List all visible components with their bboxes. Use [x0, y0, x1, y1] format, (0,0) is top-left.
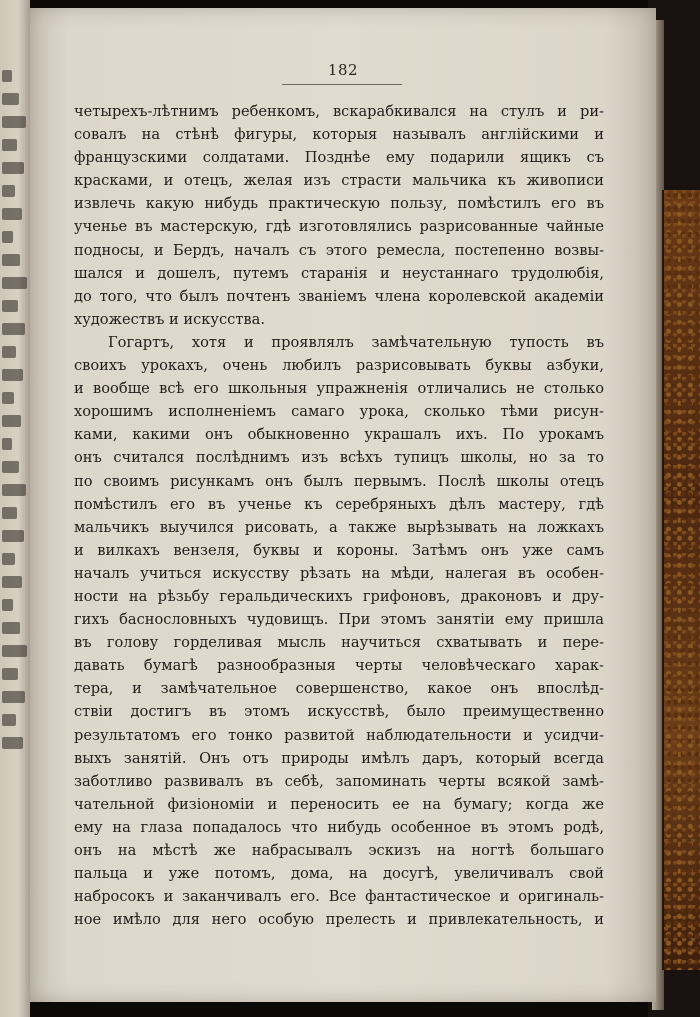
facing-page-text-fragment	[2, 277, 27, 289]
text-line: началъ учиться искусству рѣзать на мѣди, налегая въ особен-	[74, 564, 604, 582]
facing-page-text-fragment	[2, 599, 13, 611]
text-line: до того, что былъ почтенъ званіемъ члена королевской академіи	[74, 287, 604, 305]
facing-page-text-fragment	[2, 415, 21, 427]
text-line: четырехъ-лѣтнимъ ребенкомъ, вскарабкивался на стулъ и ри-	[74, 103, 604, 120]
facing-page-text-fragment	[2, 461, 19, 473]
text-line: онъ на мѣстѣ же набрасывалъ эскизъ на ногтѣ большаго	[74, 842, 604, 859]
text-line: и вилкахъ вензеля, буквы и короны. Затѣмъ онъ уже самъ	[74, 541, 604, 559]
facing-page-text-fragment	[2, 576, 22, 588]
text-line: своихъ урокахъ, очень любилъ разрисовывать буквы азбуки,	[74, 357, 604, 375]
facing-page-edge	[0, 0, 30, 1017]
facing-page-text-fragment	[2, 231, 13, 243]
text-line: художествъ и искусства.	[74, 310, 265, 328]
text-line: шался и дошелъ, путемъ старанія и неустаннаго трудолюбія,	[74, 264, 604, 282]
text-line: хорошимъ исполненіемъ самаго урока, сколько тѣми рисун-	[74, 403, 604, 421]
text-line: выхъ занятій. Онъ отъ природы имѣлъ даръ, который всегда	[74, 749, 604, 767]
facing-page-text-fragment	[2, 162, 24, 174]
text-line: заботливо развивалъ въ себѣ, запоминать черты всякой замѣ-	[74, 772, 604, 790]
facing-page-text-fragment	[2, 530, 24, 542]
text-line: онъ считался послѣднимъ изъ всѣхъ тупицъ школы, но за то	[74, 449, 604, 467]
facing-page-text-fragment	[2, 691, 25, 703]
facing-page-text-fragment	[2, 645, 27, 657]
facing-page-text-fragment	[2, 323, 25, 335]
facing-page-text-fragment	[2, 346, 16, 358]
text-line: подносы, и Бердъ, началъ съ этого ремесла, постепенно возвы-	[74, 241, 604, 259]
text-line: ное имѣло для него особую прелесть и привлекательность, и	[74, 911, 604, 929]
text-line: и вообще всѣ его школьныя упражненія отличались не столько	[74, 380, 604, 398]
marbled-board	[662, 190, 700, 970]
text-line: мальчикъ выучился рисовать, а также вырѣзывать на ложкахъ	[74, 518, 604, 536]
facing-page-text-fragment	[2, 208, 22, 220]
text-line: набросокъ и заканчивалъ его. Все фантастическое и оригиналь-	[74, 888, 604, 906]
text-line: тера, и замѣчательное совершенство, какое онъ впослѣд-	[74, 680, 604, 698]
facing-page-text-fragment	[2, 438, 12, 450]
facing-page-text-fragment	[2, 185, 15, 197]
text-line: пальца и уже потомъ, дома, на досугѣ, увеличивалъ свой	[74, 865, 604, 883]
facing-page-text-fragment	[2, 484, 26, 496]
facing-page-text-fragment	[2, 254, 20, 266]
text-line: гихъ баснословныхъ чудовищъ. При этомъ занятіи ему пришла	[74, 611, 604, 629]
facing-page-text-fragment	[2, 93, 19, 105]
facing-page-text-fragment	[2, 300, 18, 312]
text-line: ками, какими онъ обыкновенно украшалъ ихъ. По урокамъ	[74, 426, 604, 444]
text-line: помѣстилъ его въ ученье къ серебряныхъ дѣлъ мастеру, гдѣ	[74, 495, 604, 513]
facing-page-text-fragment	[2, 737, 23, 749]
text-line: ствіи достигъ въ этомъ искусствѣ, было преимущественно	[74, 703, 604, 721]
facing-page-text-fragment	[2, 139, 17, 151]
text-line: извлечь какую нибудь практическую пользу, помѣстилъ его въ	[74, 195, 604, 213]
book-page	[30, 8, 656, 1002]
text-line: чательной физіономіи и переносить ее на бумагу; когда же	[74, 795, 604, 813]
facing-page-text-fragment	[2, 369, 23, 381]
text-line: въ голову горделивая мысль научиться схватывать и пере-	[74, 634, 604, 652]
text-line: давать бумагѣ разнообразныя черты человѣческаго харак-	[74, 657, 604, 675]
text-line: французскими солдатами. Позднѣе ему подарили ящикъ съ	[74, 149, 604, 167]
text-line: результатомъ его тонко развитой наблюдательности и усидчи-	[74, 726, 604, 744]
facing-page-text-fragment	[2, 553, 15, 565]
facing-page-text-fragment	[2, 622, 20, 634]
facing-page-text-fragment	[2, 507, 17, 519]
text-line: совалъ на стѣнѣ фигуры, которыя называлъ англійскими и	[74, 126, 604, 144]
text-line: по своимъ рисункамъ онъ былъ первымъ. Послѣ школы отецъ	[74, 472, 604, 490]
text-line: ему на глаза попадалось что нибудь особенное въ этомъ родѣ,	[74, 818, 604, 836]
facing-page-text-fragment	[2, 714, 16, 726]
text-line: ученье въ мастерскую, гдѣ изготовлялись разрисованные чайные	[74, 218, 604, 236]
facing-page-text-fragment	[2, 70, 12, 82]
text-line: ности на рѣзьбу геральдическихъ грифоновъ, драконовъ и дру-	[74, 587, 604, 605]
facing-page-text-fragment	[2, 116, 26, 128]
facing-page-text-fragment	[2, 668, 18, 680]
facing-page-text-fragment	[2, 392, 14, 404]
page-body-text	[74, 100, 604, 931]
page-number-rule	[282, 84, 402, 85]
text-line: Гогартъ, хотя и проявлялъ замѣчательную тупость въ	[108, 333, 604, 351]
page-number: 182	[327, 61, 359, 79]
text-line: красками, и отецъ, желая изъ страсти мальчика къ живописи	[74, 172, 604, 190]
